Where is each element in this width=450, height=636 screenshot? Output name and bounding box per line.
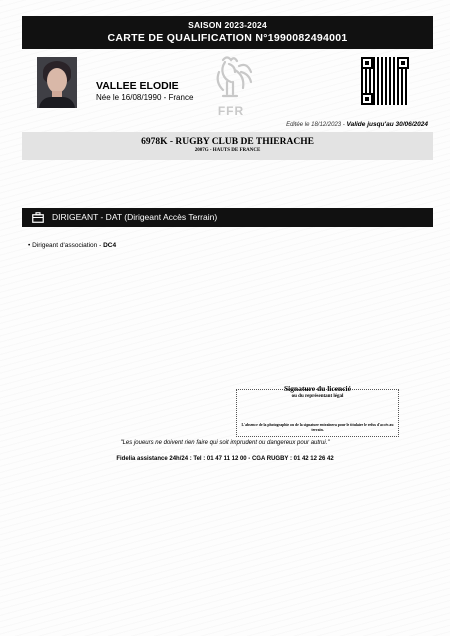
ffr-logo-text: FFR <box>217 104 245 118</box>
issue-date: Editée le 18/12/2023 - <box>286 122 347 128</box>
club-band <box>22 132 433 160</box>
valid-until: Valide jusqu'au 30/06/2024 <box>346 121 428 128</box>
validity-line <box>286 121 428 128</box>
function-line <box>28 242 116 249</box>
assistance-line: Fidelia assistance 24h/24 : Tel : 01 47 11 12 00 - CGA RUGBY : 01 42 12 26 42 <box>116 456 334 462</box>
function-label: • Dirigeant d'association - <box>28 242 104 249</box>
ffr-logo <box>205 52 257 120</box>
safety-quote: "Les joueurs ne doivent rien faire qui soit imprudent ou dangereux pour autrui." <box>120 440 330 446</box>
header-band <box>22 16 433 49</box>
club-region: 2007G - HAUTS DE FRANCE <box>194 148 261 153</box>
role-band <box>22 208 433 227</box>
rooster-icon <box>205 52 257 104</box>
signature-note: L'absence de la photographie ou de la signature entraînera pour le titulaire le refus d'accès au terrain. <box>241 423 394 432</box>
holder-birth: Née le 16/08/1990 - France <box>96 93 194 102</box>
club-name: 6978K - RUGBY CLUB DE THIERACHE <box>141 137 314 147</box>
signature-box <box>236 384 399 437</box>
function-code: DC4 <box>103 242 117 249</box>
signature-subtitle: ou du représentant légal <box>291 394 344 399</box>
role-label: DIRIGEANT - DAT (Dirigeant Accès Terrain) <box>52 212 218 222</box>
signature-title: Signature du licencié <box>284 384 351 393</box>
qr-code <box>361 57 409 105</box>
card-number: CARTE DE QUALIFICATION N°1990082494001 <box>107 32 348 44</box>
season-label: SAISON 2023-2024 <box>188 20 267 30</box>
holder-photo <box>37 57 77 108</box>
holder-name: VALLEE ELODIE <box>96 80 179 92</box>
briefcase-icon <box>32 212 44 223</box>
